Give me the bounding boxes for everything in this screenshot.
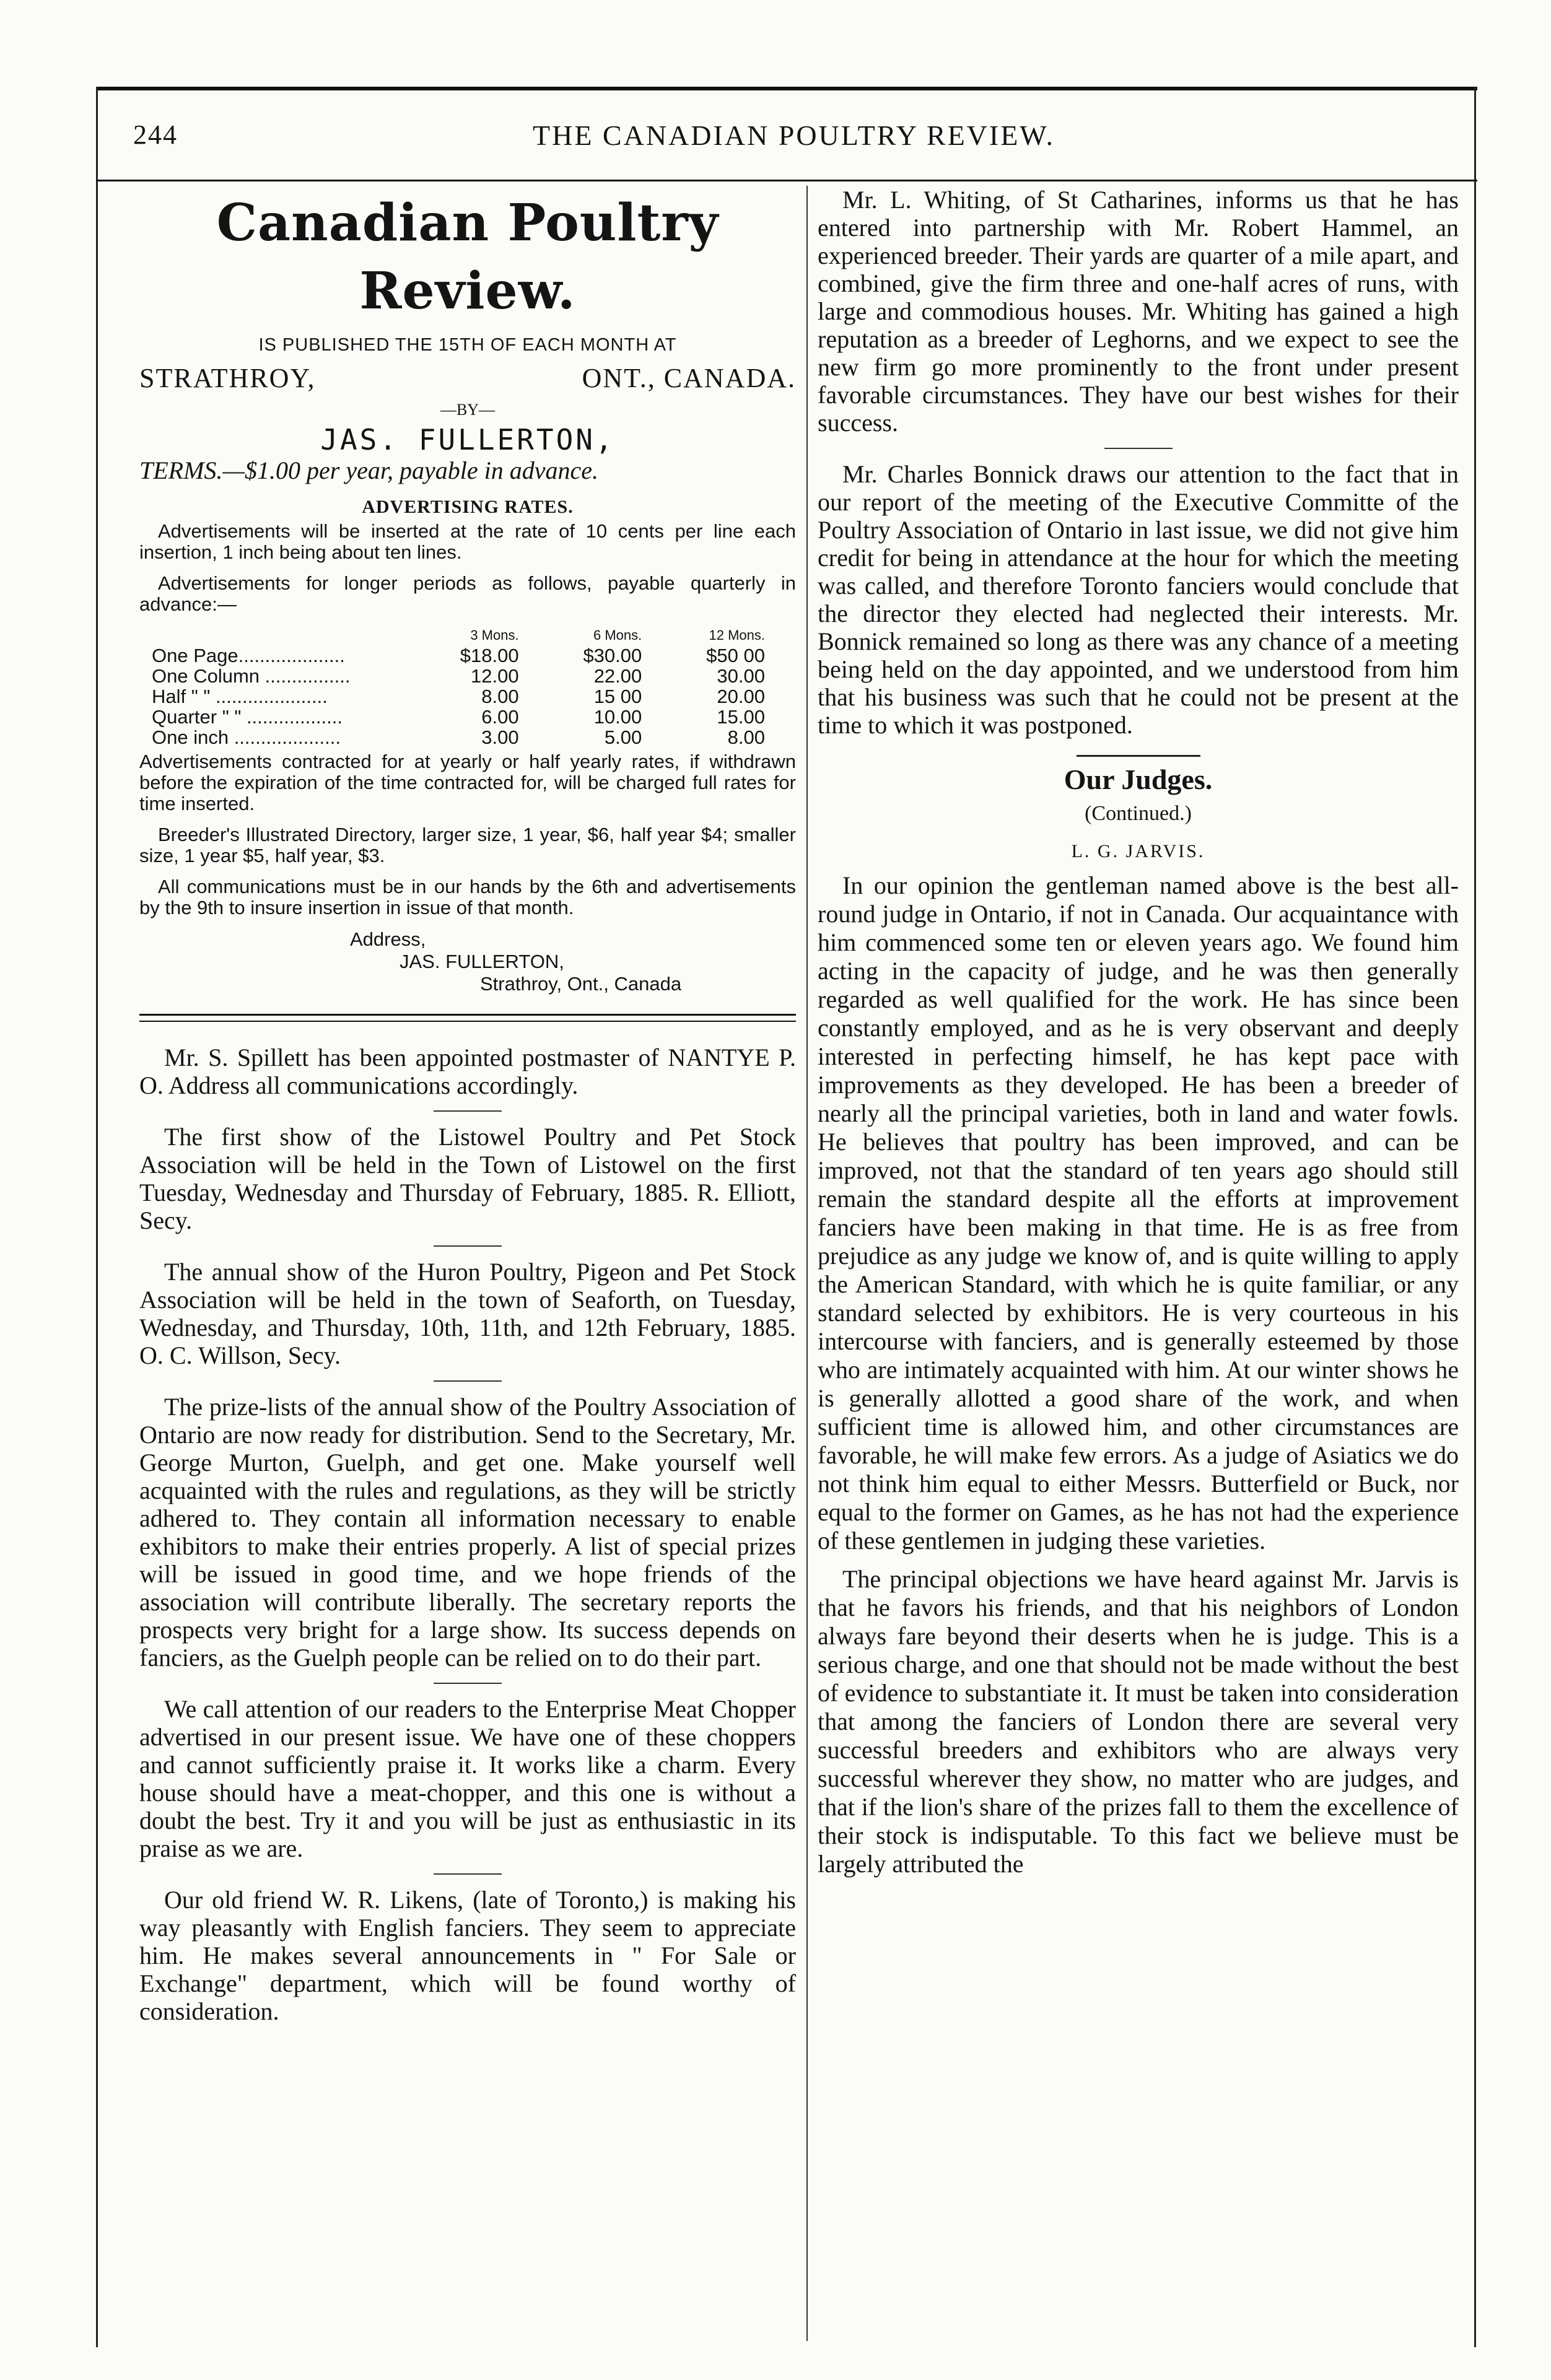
- ad-long-text: Advertisements for longer periods as follows, payable quarterly in advance:—: [139, 572, 796, 615]
- ad-rate-text: Advertisements will be inserted at the rate of 10 cents per line each insertion, 1 inch being about ten lines.: [139, 520, 796, 563]
- judges-body: [818, 871, 1459, 1878]
- rates-cell: 15.00: [717, 706, 765, 728]
- rates-cell: 10.00: [593, 706, 642, 728]
- top-rule: [96, 87, 1477, 90]
- publication-place: [139, 364, 796, 392]
- masthead-double-rule: [139, 1014, 796, 1022]
- rates-header-cell: [139, 625, 427, 645]
- page-border-right: [1474, 87, 1476, 2347]
- item-separator: [1104, 448, 1173, 449]
- page-border-left: [96, 87, 98, 2347]
- address-place: Strathroy, Ont., Canada: [480, 973, 682, 995]
- news-item: Mr. L. Whiting, of St Catharines, informs us that he has entered into partnership with Mr. Robert Hammel, an experienced breeder. Their yards are quarter of a mile apart, and combined, give the firm three and one-half acres of runs, with large and commodious houses. Mr. Whiting has gained a high reputation as a breeder of Leghorns, and we expect to see the new firm go more prominently to the front under present favorable circumstances. They have our best wishes for their success.: [818, 186, 1459, 437]
- column-divider: [806, 186, 808, 2341]
- rates-cell: One Column ................: [152, 665, 351, 687]
- rates-cell: Half " " .....................: [152, 686, 328, 707]
- news-item: The prize-lists of the annual show of the Poultry Association of Ontario are now ready for distribution. Send to the Secretary, Mr. George Murton, Guelph, and get one. Make yourself well acquainted with the rules and regulations, as they will be strictly adhered to. They contain all information necessary to enable exhibitors to make their entries properly. A list of special prizes will be issued in good time, and we hope friends of the association will contribute liberally. The secretary reports the prospects very bright for a large show. Its success depends on fanciers, as the Guelph people can be relied on to do their part.: [139, 1393, 796, 1672]
- rates-cell: 22.00: [593, 665, 642, 687]
- judges-paragraph: The principal objections we have heard against Mr. Jarvis is that he favors his friends, and that his neighbors of London always fare beyond their deserts when he is judge. This is a serious charge, and one that should not be made without the best of evidence to substantiate it. It must be taken into consideration that among the fanciers of London there are several very successful breeders and exhibitors who are always very successful wherever they show, no matter who are judges, and that if the lion's share of the prizes fall to them the excellence of their stock is indisputable. To this fact we believe must be largely attributed the: [818, 1565, 1459, 1878]
- by-line: —BY—: [440, 401, 496, 419]
- subscription-terms: TERMS.—$1.00 per year, payable in advance.: [139, 456, 598, 484]
- advertising-rates-heading: ADVERTISING RATES.: [362, 497, 574, 517]
- news-item: Mr. Charles Bonnick draws our attention to the fact that in our report of the meeting of the Executive Committe of the Poultry Association of Ontario in last issue, we did not give him credit for being in attendance at the hour for which the meeting was called, and therefore Toronto fanciers would conclude that the director they elected had neglected their interests. Mr. Bonnick remained so long as there was any chance of a meeting being held on the day appointed, and we understood from him that his business was such that he could not be present at the time to which it was postponed.: [818, 460, 1459, 739]
- news-item: The first show of the Listowel Poultry and Pet Stock Association will be held in the Town of Listowel on the first Tuesday, Wednesday and Thursday of February, 1885. R. Elliott, Secy.: [139, 1123, 796, 1234]
- rates-cell: One inch ....................: [152, 726, 341, 748]
- news-item: We call attention of our readers to the Enterprise Meat Chopper advertised in our present issue. We have one of these choppers and cannot sufficiently praise it. It works like a charm. Every house should have a meat-chopper, and this one is without a doubt the best. Try it and you will be just as enthusiastic in its praise as we are.: [139, 1695, 796, 1862]
- rates-row: [139, 727, 796, 748]
- rates-row: [139, 686, 796, 707]
- rates-cell: 20.00: [717, 686, 765, 707]
- judges-title: Our Judges.: [1064, 764, 1213, 795]
- rates-header-cell: 12 Mons.: [709, 627, 765, 643]
- item-separator: [434, 1380, 502, 1382]
- publication-notice: IS PUBLISHED THE 15TH OF EACH MONTH AT: [258, 335, 677, 355]
- rates-cell: 5.00: [604, 726, 642, 748]
- news-item: The annual show of the Huron Poultry, Pigeon and Pet Stock Association will be held in the town of Seaforth, on Tuesday, Wednesday, and Thursday, 10th, 11th, and 12th February, 1885. O. C. Willson, Secy.: [139, 1258, 796, 1369]
- rates-cell: Quarter " " ..................: [152, 706, 343, 728]
- item-separator: [434, 1245, 502, 1247]
- rates-table: [139, 625, 796, 748]
- rates-cell: $30.00: [583, 645, 642, 666]
- rates-cell: 12.00: [471, 665, 519, 687]
- address-label: Address,: [350, 928, 426, 950]
- communications-text: All communications must be in our hands by the 6th and advertisements by the 9th to insure insertion in issue of that month.: [139, 876, 796, 918]
- news-item: Our old friend W. R. Likens, (late of Toronto,) is making his way pleasantly with English fanciers. They seem to appreciate him. He makes several announcements in " For Sale or Exchange" department, which will be found worthy of consideration.: [139, 1886, 796, 2025]
- judges-continued: (Continued.): [1085, 802, 1192, 825]
- item-separator: [434, 1873, 502, 1875]
- rates-cell: One Page....................: [152, 645, 345, 666]
- rates-row: [139, 645, 796, 666]
- publisher-name: JAS. FULLERTON,: [320, 423, 615, 456]
- directory-text: Breeder's Illustrated Directory, larger size, 1 year, $6, half year $4; smaller size, 1 year $5, half year, $3.: [139, 824, 796, 866]
- rates-row: [139, 707, 796, 727]
- ad-contract-text: Advertisements contracted for at yearly or half yearly rates, if withdrawn before the expiration of the time contracted for, will be charged full rates for time inserted.: [139, 751, 796, 814]
- item-separator: [434, 1683, 502, 1684]
- address-block: [139, 928, 796, 995]
- news-item: Mr. S. Spillett has been appointed postmaster of NANTYE P. O. Address all communications accordingly.: [139, 1044, 796, 1099]
- masthead-title: Canadian Poultry Review.: [216, 193, 719, 321]
- header-rule: [96, 180, 1477, 181]
- rates-header-cell: 6 Mons.: [593, 627, 642, 643]
- rates-cell: 8.00: [727, 726, 765, 748]
- running-title: THE CANADIAN POULTRY REVIEW.: [533, 120, 1055, 151]
- place-city: STRATHROY,: [139, 363, 316, 393]
- right-column: [818, 186, 1459, 1888]
- rates-header-cell: 3 Mons.: [470, 627, 519, 643]
- address-name: JAS. FULLERTON,: [400, 951, 564, 972]
- judges-author: L. G. JARVIS.: [1071, 841, 1205, 861]
- place-province: ONT., CANADA.: [582, 363, 796, 393]
- rates-row: [139, 666, 796, 686]
- rates-cell: $18.00: [460, 645, 519, 666]
- left-column: [139, 186, 796, 2035]
- page-number: 244: [133, 120, 178, 150]
- ornament-rule: [1077, 755, 1200, 757]
- rates-cell: $50 00: [706, 645, 765, 666]
- rates-cell: 3.00: [481, 726, 519, 748]
- rates-header-row: [139, 625, 796, 645]
- rates-cell: 30.00: [717, 665, 765, 687]
- rates-cell: 6.00: [481, 706, 519, 728]
- rates-cell: 8.00: [481, 686, 519, 707]
- judges-paragraph: In our opinion the gentleman named above is the best all-round judge in Ontario, if not in Canada. Our acquaintance with him commenced some ten or eleven years ago. We found him acting in the capacity of judge, and he was then generally regarded as well qualified for the work. He has since been constantly employed, and as he is very observant and deeply interested in perfecting himself, he has kept pace with improvements as they developed. He has been a breeder of nearly all the principal varieties, both in land and water fowls. He believes that poultry has been improved, and can be improved, not that the standard of ten years ago should still remain the standard despite all the efforts at improvement fanciers have been making in that time. He is as free from prejudice as any judge we know of, and is quite willing to apply the American Standard, with which he is quite familiar, or any standard selected by exhibitors. He is very courteous in his intercourse with fanciers, and is generally esteemed by those who are intimately acquainted with him. At our winter shows he is generally allotted a good share of the work, and when sufficient time is allowed him, and other circumstances are favorable, he will make few errors. As a judge of Asiatics we do not think him equal to either Messrs. Butterfield or Buck, nor equal to the former on Games, as he has not had the experience of these gentlemen in judging these varieties.: [818, 871, 1459, 1554]
- masthead-box: [139, 189, 796, 995]
- rates-cell: 15 00: [593, 686, 642, 707]
- item-separator: [434, 1110, 502, 1112]
